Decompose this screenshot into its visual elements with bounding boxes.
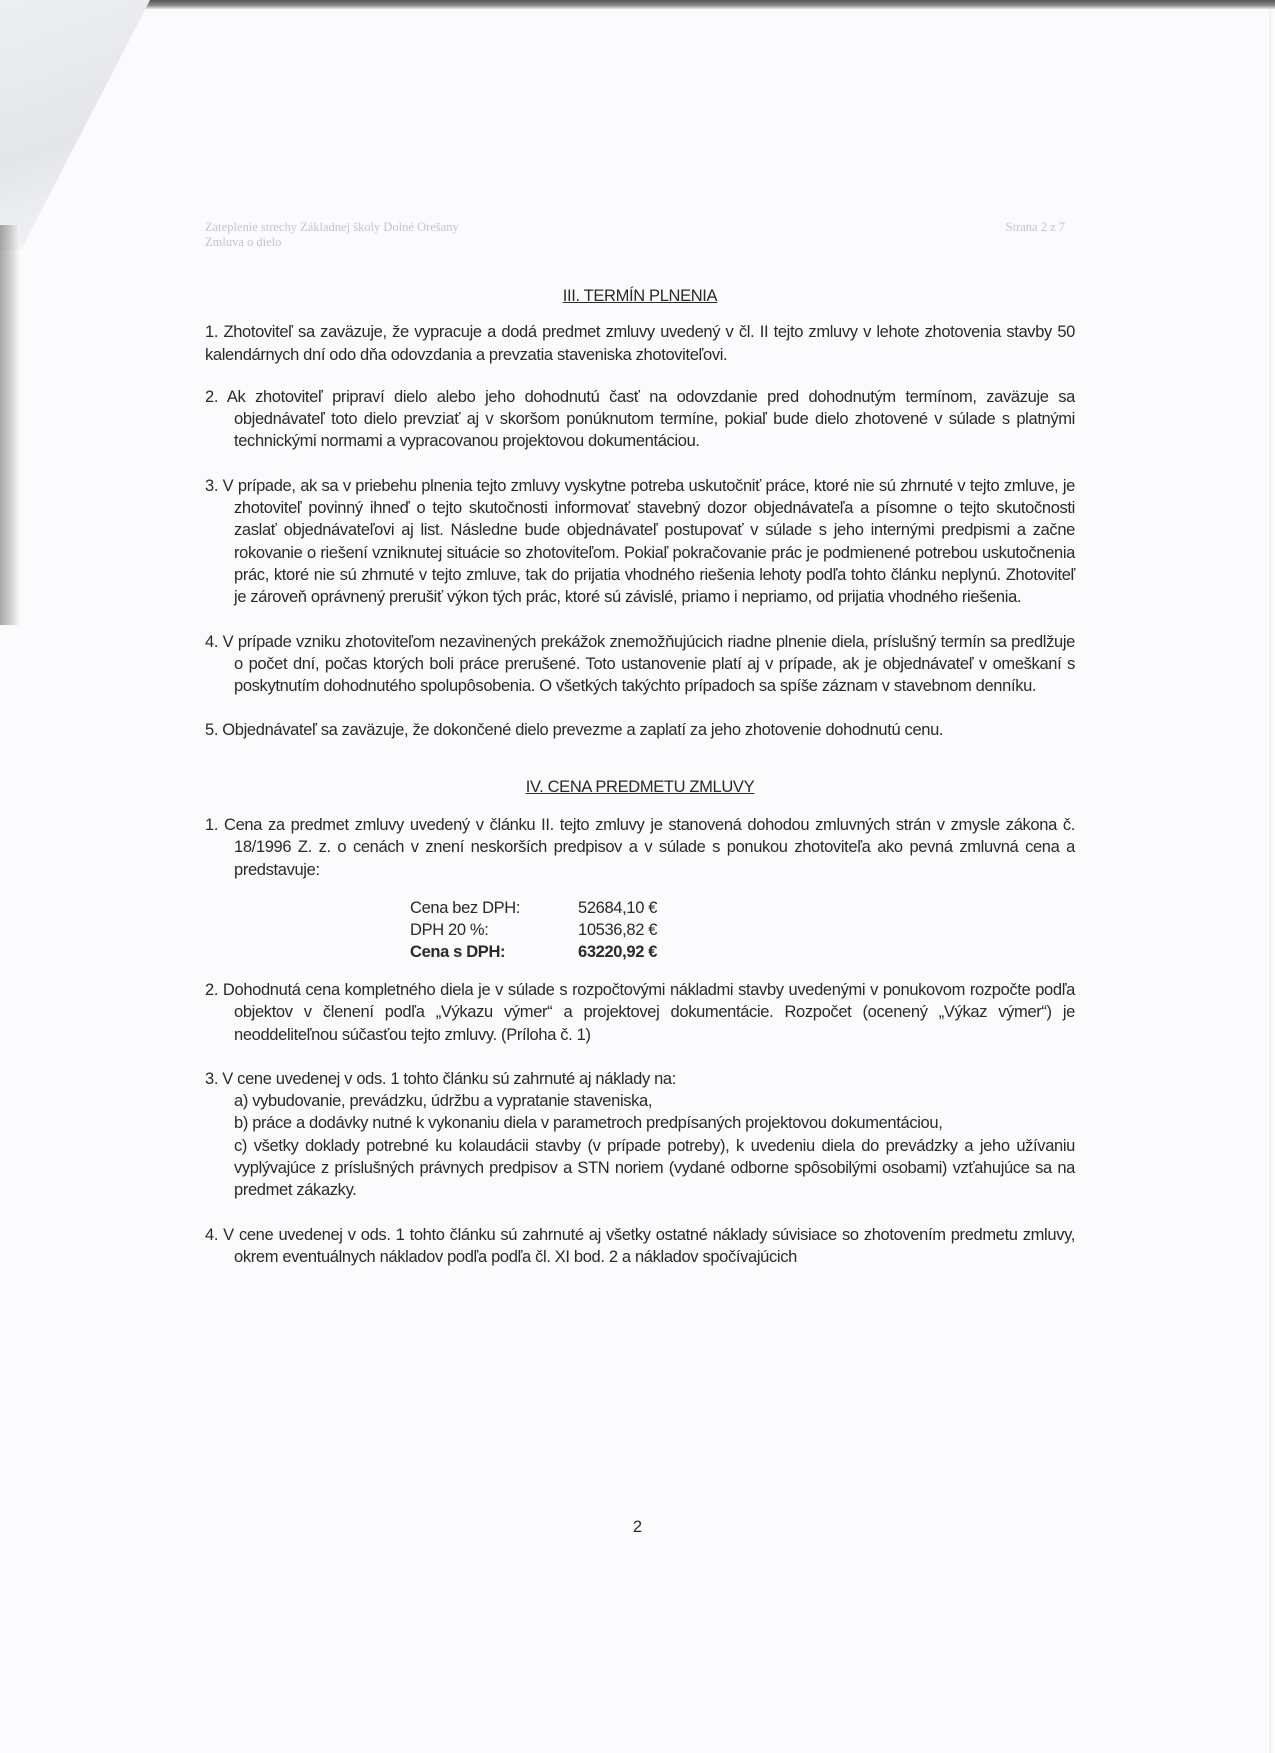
section-title-terms: III. TERMÍN PLNENIA — [562, 287, 718, 305]
price-value: 10536,82 € — [578, 920, 658, 939]
terms-paragraph-3: 3. V prípade, ak sa v priebehu plnenia tejto zmluvy vyskytne potreba uskutočniť práce, ktoré nie sú zhrnuté v tejto zmluve, je zhotoviteľ povinný ihneď o tejto skutočnosti informovať stavebný dozor objednávateľa a písomne o tejto skutočnosti zaslať objednávateľovi aj list. Následne bude objednávateľ postupovať v súlade s jeho internými predpismi a začne rokovanie o riešení vzniknutej situácie so zhotoviteľom. Pokiaľ pokračovanie prác je podmienené potrebou uskutočnenia prác, ktoré nie sú zhrnuté v tejto zmluve, tak do prijatia vhodného riešenia lehoty podľa tohto článku neplynú. Zhotoviteľ je zároveň oprávnený prerušiť výkon tých prác, ktoré sú závislé, priamo i nepriamo, od prijatia vhodného riešenia. — [205, 476, 1075, 607]
terms-paragraph-4: 4. V prípade vzniku zhotoviteľom nezavinených prekážok znemožňujúcich riadne plnenie diela, príslušný termín sa predlžuje o počet dní, počas ktorých boli práce prerušené. Toto ustanovenie platí aj v prípade, ak je objednávateľ v omeškaní s poskytnutím dohodnutého spolupôsobenia. O všetkých takýchto prípadoch sa spíše záznam v stavebnom denníku. — [205, 632, 1075, 696]
header-page-count: Strana 2 z 7 — [1005, 220, 1065, 234]
included-cost-item-b: b) práce a dodávky nutné k vykonaniu diela v parametroch predpísaných projektovou dokumentáciou, — [234, 1114, 943, 1133]
header-project-title: Zateplenie strechy Základnej školy Dolné Orešany — [205, 220, 459, 234]
price-paragraph-3-intro: 3. V cene uvedenej v ods. 1 tohto článku sú zahrnuté aj náklady na: — [205, 1069, 676, 1088]
scan-top-edge — [140, 0, 1275, 9]
price-label: Cena s DPH: — [410, 942, 506, 961]
scan-right-edge — [1269, 9, 1275, 1753]
price-row-total — [410, 941, 657, 963]
included-costs-list — [205, 1090, 1075, 1201]
document-body — [205, 285, 1075, 1290]
folded-page-corner — [0, 0, 150, 250]
price-paragraph-1: 1. Cena za predmet zmluvy uvedený v článku II. tejto zmluvy je stanovená dohodou zmluvných strán v zmysle zákona č. 18/1996 Z. z. o cenách v znení neskorších predpisov a v súlade s ponukou zhotoviteľa ako pevná zmluvná cena a predstavuje: — [205, 816, 1075, 879]
terms-paragraph-2: 2. Ak zhotoviteľ pripraví dielo alebo jeho dohodnutú časť na odovzdanie pred dohodnutým termínom, zaväzuje sa objednávateľ toto dielo prevziať aj v skoršom ponúknutom termíne, pokiaľ bude dielo zhotovené v súlade s platnými technickými normami a vypracovanou projektovou dokumentáciou. — [205, 387, 1075, 451]
terms-paragraph-1: 1. Zhotoviteľ sa zaväzuje, že vypracuje a dodá predmet zmluvy uvedený v čl. II tejto zmluvy v lehote zhotovenia stavby 50 kalendárnych dní odo dňa odovzdania a prevzatia staveniska zhotoviteľovi. — [205, 323, 1075, 364]
price-paragraph-2: 2. Dohodnutá cena kompletného diela je v súlade s rozpočtovými nákladmi stavby uvedenými v ponukovom rozpočte podľa objektov v členení podľa „Výkazu výmer“ a projektovej dokumentácie. Rozpočet (ocenený „Výkaz výmer“) je neoddeliteľnou súčasťou tejto zmluvy. (Príloha č. 1) — [205, 980, 1075, 1044]
price-paragraph-4: 4. V cene uvedenej v ods. 1 tohto článku sú zahrnuté aj všetky ostatné náklady súvisiace so zhotovením predmetu zmluvy, okrem eventuálnych nákladov podľa podľa čl. XI bod. 2 a nákladov spočívajúcich — [205, 1225, 1075, 1266]
price-row-vat — [410, 919, 657, 941]
header-document-type: Zmluva o dielo — [205, 235, 282, 249]
price-value: 63220,92 € — [578, 942, 658, 961]
price-label: Cena bez DPH: — [410, 898, 521, 917]
page-number: 2 — [632, 1518, 643, 1536]
included-cost-item-c: c) všetky doklady potrebné ku kolaudácii stavby (v prípade potreby), k uvedeniu diela do prevádzky a jeho užívaniu vyplývajúce z príslušných právnych predpisov a STN noriem (vydané odborne spôsobilými osobami) vzťahujúce sa na predmet zákazky. — [234, 1136, 1075, 1200]
price-table — [410, 897, 657, 963]
terms-paragraph-5: 5. Objednávateľ sa zaväzuje, že dokončené dielo prevezme a zaplatí za jeho zhotovenie dohodnutú cenu. — [205, 721, 944, 740]
included-cost-item-a: a) vybudovanie, prevádzku, údržbu a vypratanie staveniska, — [234, 1092, 653, 1111]
price-value: 52684,10 € — [578, 898, 658, 917]
page-header — [205, 220, 1065, 250]
section-title-price: IV. CENA PREDMETU ZMLUVY — [525, 777, 755, 796]
price-label: DPH 20 %: — [410, 920, 489, 939]
scan-left-edge — [0, 225, 20, 625]
price-row-net — [410, 897, 657, 919]
